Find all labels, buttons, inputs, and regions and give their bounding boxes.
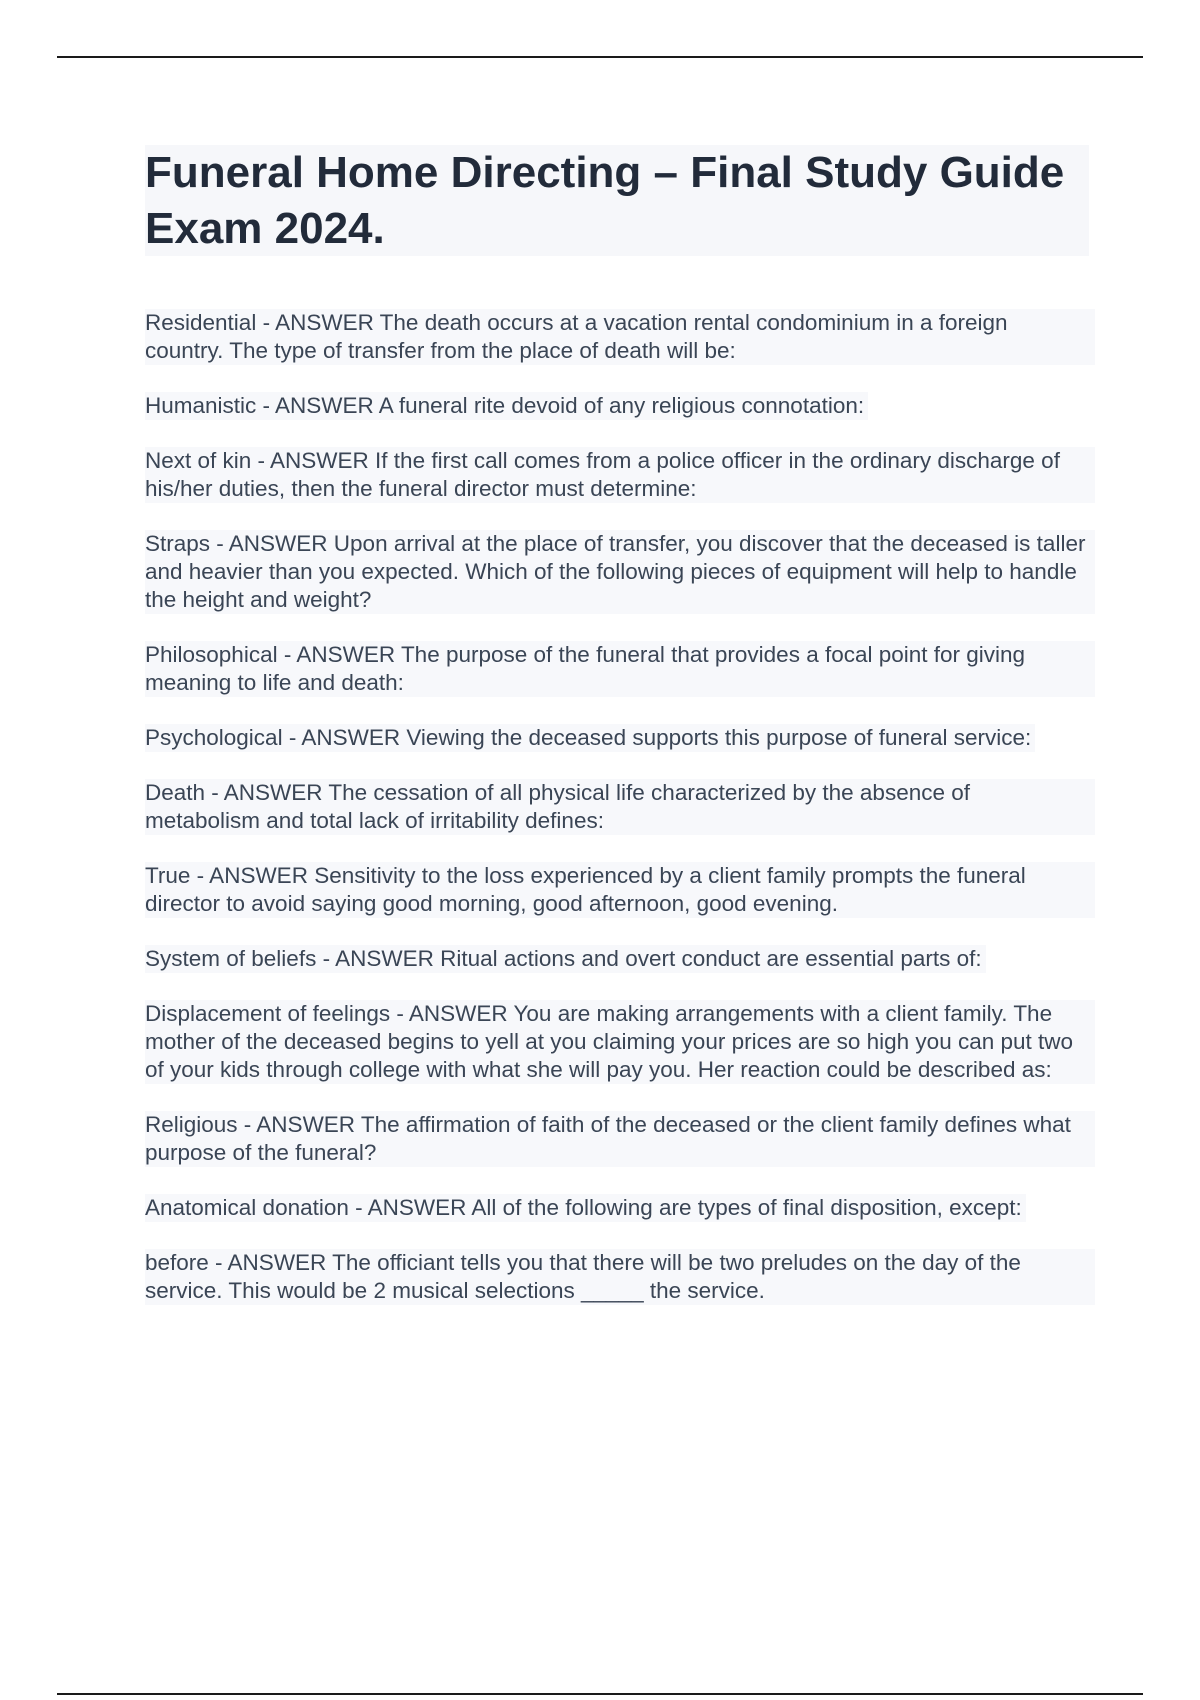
top-rule <box>57 56 1143 58</box>
qa-item: True - ANSWER Sensitivity to the loss experienced by a client family prompts the funeral director to avoid saying good morning, good afternoon, good evening. <box>145 862 1095 918</box>
title-block <box>145 145 1089 256</box>
qa-item: Death - ANSWER The cessation of all physical life characterized by the absence of metabolism and total lack of irritability defines: <box>145 779 1095 835</box>
qa-item: Psychological - ANSWER Viewing the deceased supports this purpose of funeral service: <box>145 724 1035 752</box>
qa-item: Straps - ANSWER Upon arrival at the place of transfer, you discover that the deceased is taller and heavier than you expected. Which of the following pieces of equipment will help to handle the height and weight? <box>145 530 1095 614</box>
qa-item: before - ANSWER The officiant tells you that there will be two preludes on the day of the service. This would be 2 musical selections _____ the service. <box>145 1249 1095 1305</box>
qa-item: Residential - ANSWER The death occurs at a vacation rental condominium in a foreign country. The type of transfer from the place of death will be: <box>145 309 1095 365</box>
qa-item: System of beliefs - ANSWER Ritual actions and overt conduct are essential parts of: <box>145 945 986 973</box>
qa-item: Humanistic - ANSWER A funeral rite devoid of any religious connotation: <box>145 392 868 420</box>
qa-item: Displacement of feelings - ANSWER You are making arrangements with a client family. The mother of the deceased begins to yell at you claiming your prices are so high you can put two of your kids through college with what she will pay you. Her reaction could be described as: <box>145 1000 1095 1084</box>
qa-item: Philosophical - ANSWER The purpose of the funeral that provides a focal point for giving meaning to life and death: <box>145 641 1095 697</box>
bottom-rule <box>57 1693 1143 1695</box>
qa-item: Religious - ANSWER The affirmation of faith of the deceased or the client family defines what purpose of the funeral? <box>145 1111 1095 1167</box>
qa-list <box>145 309 1095 1332</box>
qa-item: Anatomical donation - ANSWER All of the following are types of final disposition, except: <box>145 1194 1026 1222</box>
qa-item: Next of kin - ANSWER If the first call comes from a police officer in the ordinary discharge of his/her duties, then the funeral director must determine: <box>145 447 1095 503</box>
page-title: Funeral Home Directing – Final Study Guide Exam 2024. <box>145 148 1065 253</box>
